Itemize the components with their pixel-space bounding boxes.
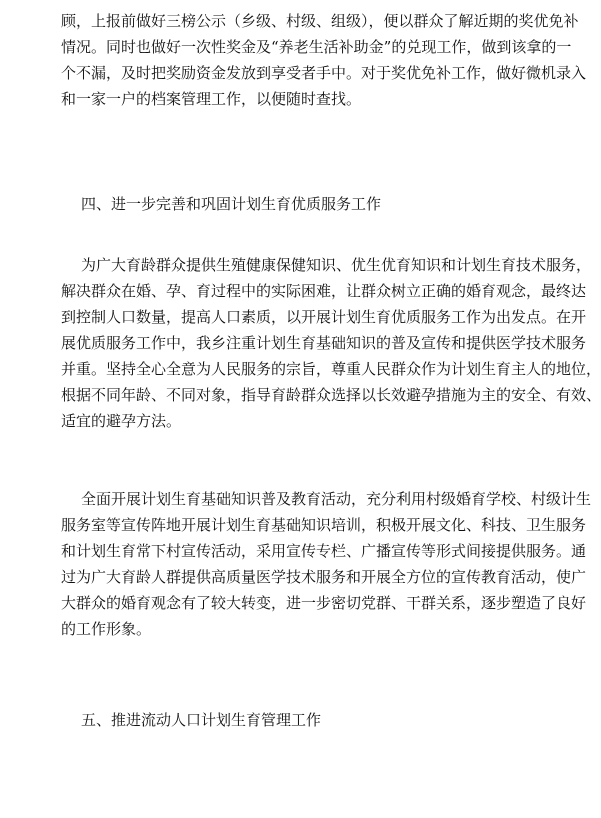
text-line: 到控制人口数量，提高人口素质，以开展计划生育优质服务工作为出发点。在开	[61, 308, 587, 326]
text-line: 过为广大育龄人群提供高质量医学技术服务和开展全方位的宣传教育活动，使广	[61, 568, 587, 586]
text-line: 适宜的避孕方法。	[61, 412, 182, 430]
paragraph-reward-policy	[61, 8, 587, 112]
text-line: 和计划生育常下村宣传活动，采用宣传专栏、广播宣传等形式间接提供服务。通	[61, 542, 587, 560]
text-line: 个不漏，及时把奖励资金发放到享受者手中。对于奖优免补工作，做好微机录入	[61, 64, 587, 82]
text-line: 展优质服务工作中，我乡注重计划生育基础知识的普及宣传和提供医学技术服务	[61, 334, 587, 352]
text-line: 并重。坚持全心全意为人民服务的宗旨，尊重人民群众作为计划生育主人的地位，	[61, 360, 601, 378]
text-line: 根据不同年龄、不同对象，指导育龄群众选择以长效避孕措施为主的安全、有效、	[61, 386, 601, 404]
text-line: 解决群众在婚、孕、育过程中的实际困难，让群众树立正确的婚育观念，最终达	[61, 282, 587, 300]
section-heading-4: 四、进一步完善和巩固计划生育优质服务工作	[81, 195, 382, 213]
text-line: 和一家一户的档案管理工作，以便随时查找。	[61, 90, 362, 108]
text-line: 的工作形象。	[61, 620, 152, 638]
text-line: 大群众的婚育观念有了较大转变，进一步密切党群、干群关系，逐步塑造了良好	[61, 594, 587, 612]
section-heading-5: 五、推进流动人口计划生育管理工作	[81, 711, 322, 729]
text-line: 顾，上报前做好三榜公示（乡级、村级、组级），便以群众了解近期的奖优免补	[61, 12, 579, 30]
text-line: 服务室等宣传阵地开展计划生育基础知识培训，积极开展文化、科技、卫生服务	[61, 516, 587, 534]
text-line: 情况。同时也做好一次性奖金及“养老生活补助金”的兑现工作，做到该拿的一	[61, 38, 572, 56]
text-line: 全面开展计划生育基础知识普及教育活动，充分利用村级婚育学校、村级计生	[81, 490, 592, 508]
paragraph-education-activities	[61, 486, 592, 642]
text-line: 为广大育龄群众提供生殖健康保健知识、优生优育知识和计划生育技术服务，	[81, 256, 592, 274]
paragraph-quality-service	[61, 252, 601, 434]
